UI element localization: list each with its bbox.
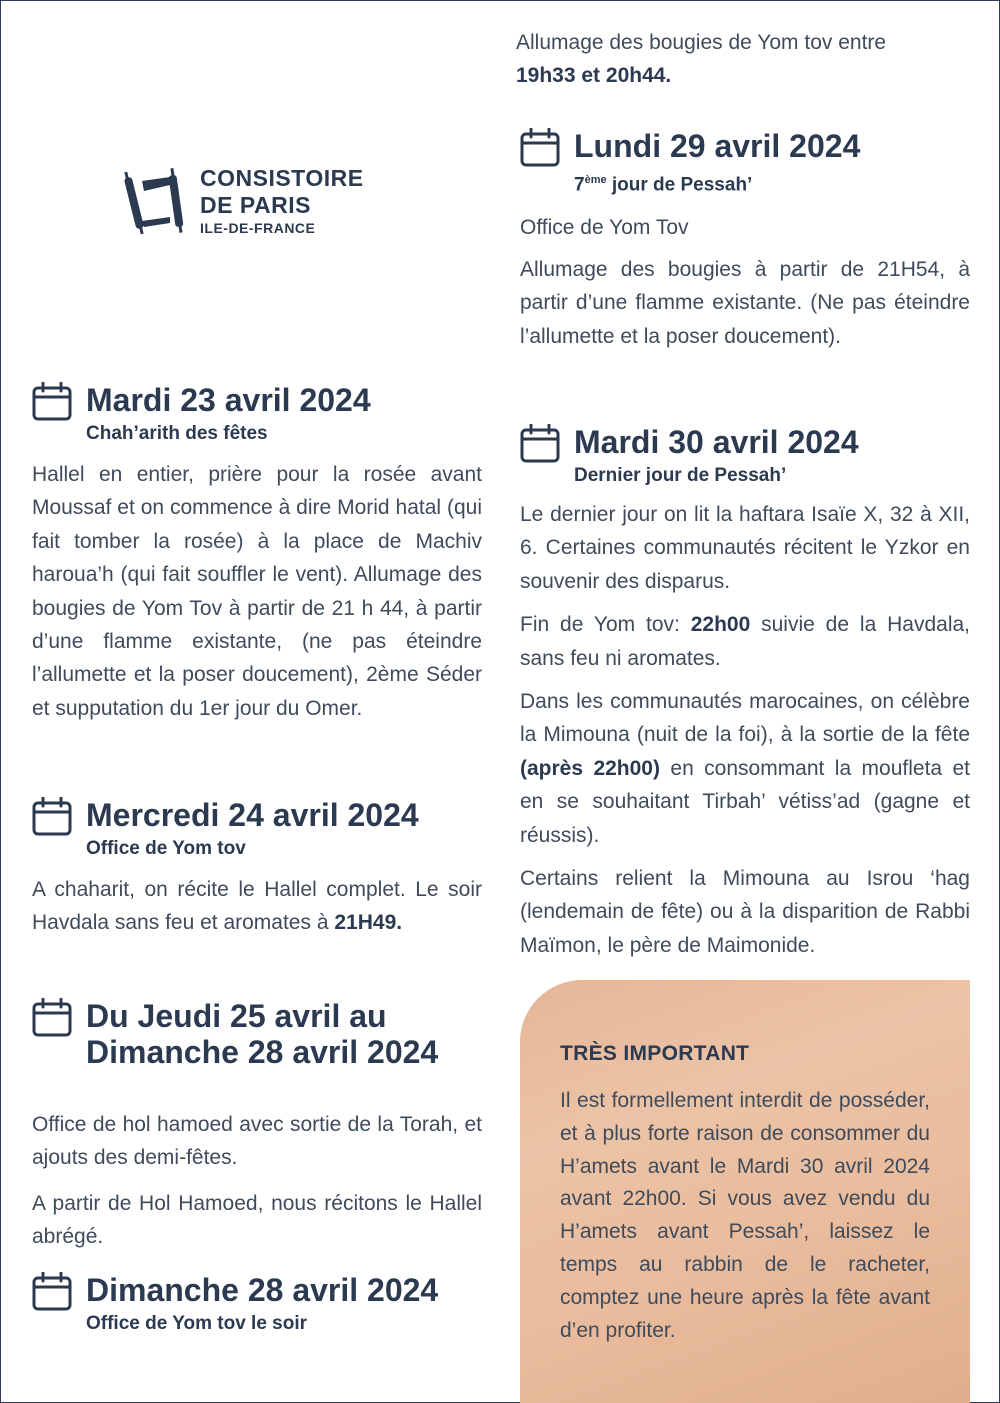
body-text: A chaharit, on récite le Hallel complet. Le soir Havdala sans feu et aromates à xyxy=(32,878,482,935)
body2-text-a: Fin de Yom tov: xyxy=(520,613,691,637)
logo-line-3: ILE-DE-FRANCE xyxy=(200,220,316,236)
section-body-1: Office de Yom Tov xyxy=(520,216,689,240)
section-title: Mardi 30 avril 2024 xyxy=(574,424,859,460)
body3-bold: (après 22h00) xyxy=(520,756,660,780)
body-bold: 21H49. xyxy=(334,911,403,935)
section-subtitle: Dernier jour de Pessah’ xyxy=(574,465,787,486)
section-jeudi-25 xyxy=(32,998,482,1254)
subtitle-superscript: ème xyxy=(584,174,607,186)
calendar-icon xyxy=(32,1272,72,1312)
section-title: Lundi 29 avril 2024 xyxy=(574,128,861,164)
torah-scroll-icon xyxy=(122,165,192,240)
section-body: Hallel en entier, prière pour la rosée avant Moussaf et on commence à dire Morid hatal (qui fait tomber la rosée) à la place de Machiv haroua’h (qui fait souffler le vent). Allumage des bougies de Yom Tov à partir de 21 h 44, à partir d’une flamme existante, (ne pas éteindre l’allumette et la poser doucement), 2ème Séder et supputation du 1er jour du Omer. xyxy=(32,463,482,720)
section-title: Mercredi 24 avril 2024 xyxy=(86,797,419,833)
section-title: Mardi 23 avril 2024 xyxy=(86,382,371,418)
section-body-4: Certains relient la Mimouna au Isrou ‘hag (lendemain de fête) ou à la disparition de Rabbi Maïmon, le père de Maimonide. xyxy=(520,867,970,957)
section-body-1: Office de hol hamoed avec sortie de la Torah, et ajouts des demi-fêtes. xyxy=(32,1113,482,1170)
section-subtitle: Chah’arith des fêtes xyxy=(86,423,268,444)
calendar-icon xyxy=(520,128,560,168)
section-title-line-1: Du Jeudi 25 avril au xyxy=(86,998,387,1034)
important-body: Il est formellement interdit de posséder, et à plus forte raison de consommer du H’amets avant le Mardi 30 avril 2024 avant 22h00. Si vous avez vendu du H’amets avant Pessah’, laissez le temps au rabbin de le racheter, comptez une heure après la fête avant d’en profiter. xyxy=(560,1089,930,1342)
logo-line-2: DE PARIS xyxy=(200,192,311,218)
body2-text-b: suivie de la Havdala, sans feu ni aromates. xyxy=(520,613,970,670)
section-lundi-29 xyxy=(520,128,970,353)
body2-bold: 22h00 xyxy=(690,613,751,637)
section-mercredi-24 xyxy=(32,797,482,940)
section-body-3 xyxy=(520,685,970,852)
calendar-icon xyxy=(32,998,72,1038)
candle-lighting-time: 19h33 et 20h44. xyxy=(516,64,672,88)
calendar-icon xyxy=(520,424,560,464)
section-body-1: Le dernier jour on lit la haftara Isaïe X, 32 à XII, 6. Certaines communautés récitent le Yzkor en souvenir des disparus. xyxy=(520,503,970,593)
section-mardi-30 xyxy=(520,424,970,962)
calendar-icon xyxy=(32,797,72,837)
subtitle-number: 7 xyxy=(574,174,585,196)
section-subtitle: Office de Yom tov le soir xyxy=(86,1313,308,1334)
section-subtitle xyxy=(520,168,970,197)
section-dimanche-28 xyxy=(32,1272,482,1336)
section-body xyxy=(32,873,482,940)
body3-text-b: en consommant la moufleta et en se souhaitant Tirbah’ vétiss’ad (gagne et réussis). xyxy=(520,756,970,847)
body3-text-a: Dans les communautés marocaines, on célèbre la Mimouna (nuit de la foi), à la sortie de la fête xyxy=(520,690,970,747)
logo-line-1: CONSISTOIRE xyxy=(200,165,364,191)
logo xyxy=(122,165,382,240)
candle-lighting-top xyxy=(516,26,966,93)
section-subtitle: Office de Yom tov xyxy=(86,838,246,859)
important-title: TRÈS IMPORTANT xyxy=(560,1042,750,1065)
section-title: Dimanche 28 avril 2024 xyxy=(86,1272,439,1308)
calendar-icon xyxy=(32,382,72,422)
section-body-2: Allumage des bougies à partir de 21H54, à partir d’une flamme existante. (Ne pas éteindre l’allumette et la poser doucement). xyxy=(520,257,970,348)
section-body-2 xyxy=(520,608,970,675)
subtitle-rest: jour de Pessah’ xyxy=(606,174,753,196)
section-title-line-2: Dimanche 28 avril 2024 xyxy=(86,1034,439,1070)
section-body-2: A partir de Hol Hamoed, nous récitons le Hallel abrégé. xyxy=(32,1191,482,1249)
section-mardi-23 xyxy=(32,382,482,725)
candle-lighting-text: Allumage des bougies de Yom tov entre xyxy=(516,31,887,54)
